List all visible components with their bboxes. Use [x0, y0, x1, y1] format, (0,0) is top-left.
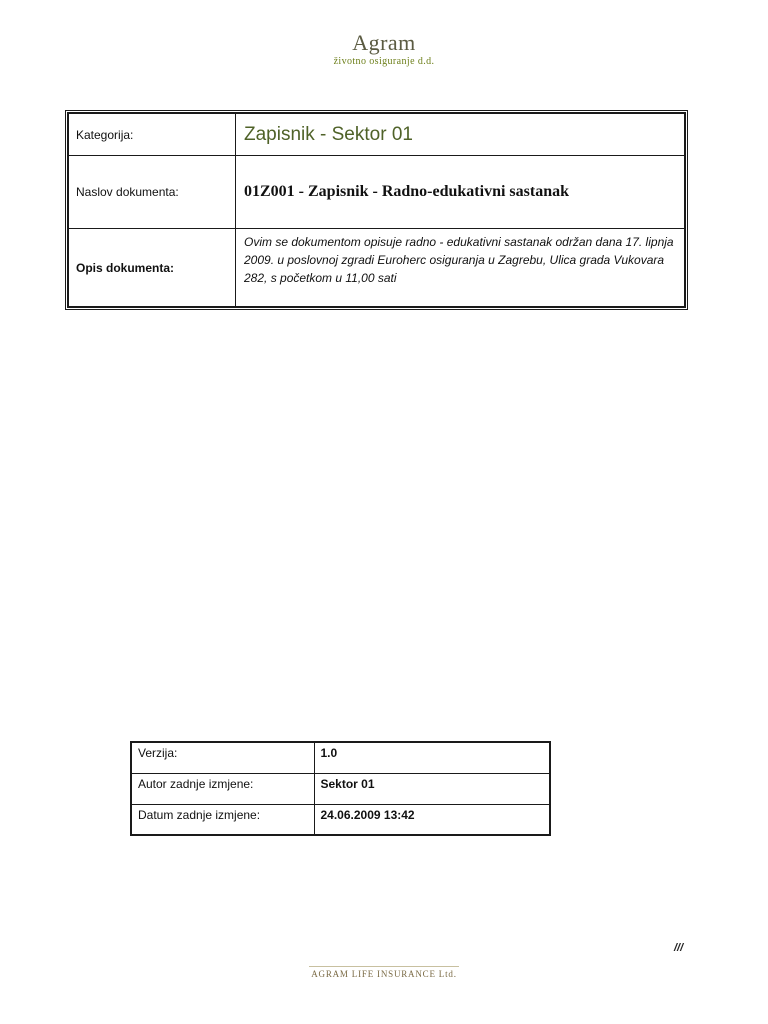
title-row: [68, 156, 685, 229]
version-info-table: [130, 741, 551, 836]
version-label: Verzija:: [131, 742, 314, 773]
version-row: [131, 742, 550, 773]
document-footer: [0, 966, 768, 979]
document-info-table: [67, 112, 686, 308]
category-row: [68, 113, 685, 156]
page-mark: ///: [674, 942, 684, 954]
document-title-value: 01Z001 - Zapisnik - Radno-edukativni sastanak: [244, 183, 569, 200]
author-row: [131, 773, 550, 804]
footer-divider: [309, 966, 459, 967]
document-description-value: Ovim se dokumentom opisuje radno - edukativni sastanak održan dana 17. lipnja 2009. u poslovnoj zgradi Euroherc osiguranja u Zagrebu, Ulica grada Vukovara 282, s početkom u 11,00 sati: [244, 235, 674, 285]
description-value-cell: [236, 229, 686, 308]
description-label: Opis dokumenta:: [68, 229, 236, 308]
document-header: [0, 30, 768, 68]
date-label: Datum zadnje izmjene:: [131, 804, 314, 835]
company-logo-subtitle: životno osiguranje d.d.: [333, 56, 435, 67]
category-value: Zapisnik - Sektor 01: [244, 123, 413, 145]
version-value: 1.0: [314, 742, 550, 773]
category-value-cell: [236, 113, 686, 156]
author-label: Autor zadnje izmjene:: [131, 773, 314, 804]
title-value-cell: [236, 156, 686, 229]
description-row: [68, 229, 685, 308]
author-value: Sektor 01: [314, 773, 550, 804]
date-row: [131, 804, 550, 835]
date-value: 24.06.2009 13:42: [314, 804, 550, 835]
company-logo-name: Agram: [352, 30, 416, 55]
footer-company-name: AGRAM LIFE INSURANCE Ltd.: [311, 969, 457, 979]
title-label: Naslov dokumenta:: [68, 156, 236, 229]
category-label: Kategorija:: [68, 113, 236, 156]
